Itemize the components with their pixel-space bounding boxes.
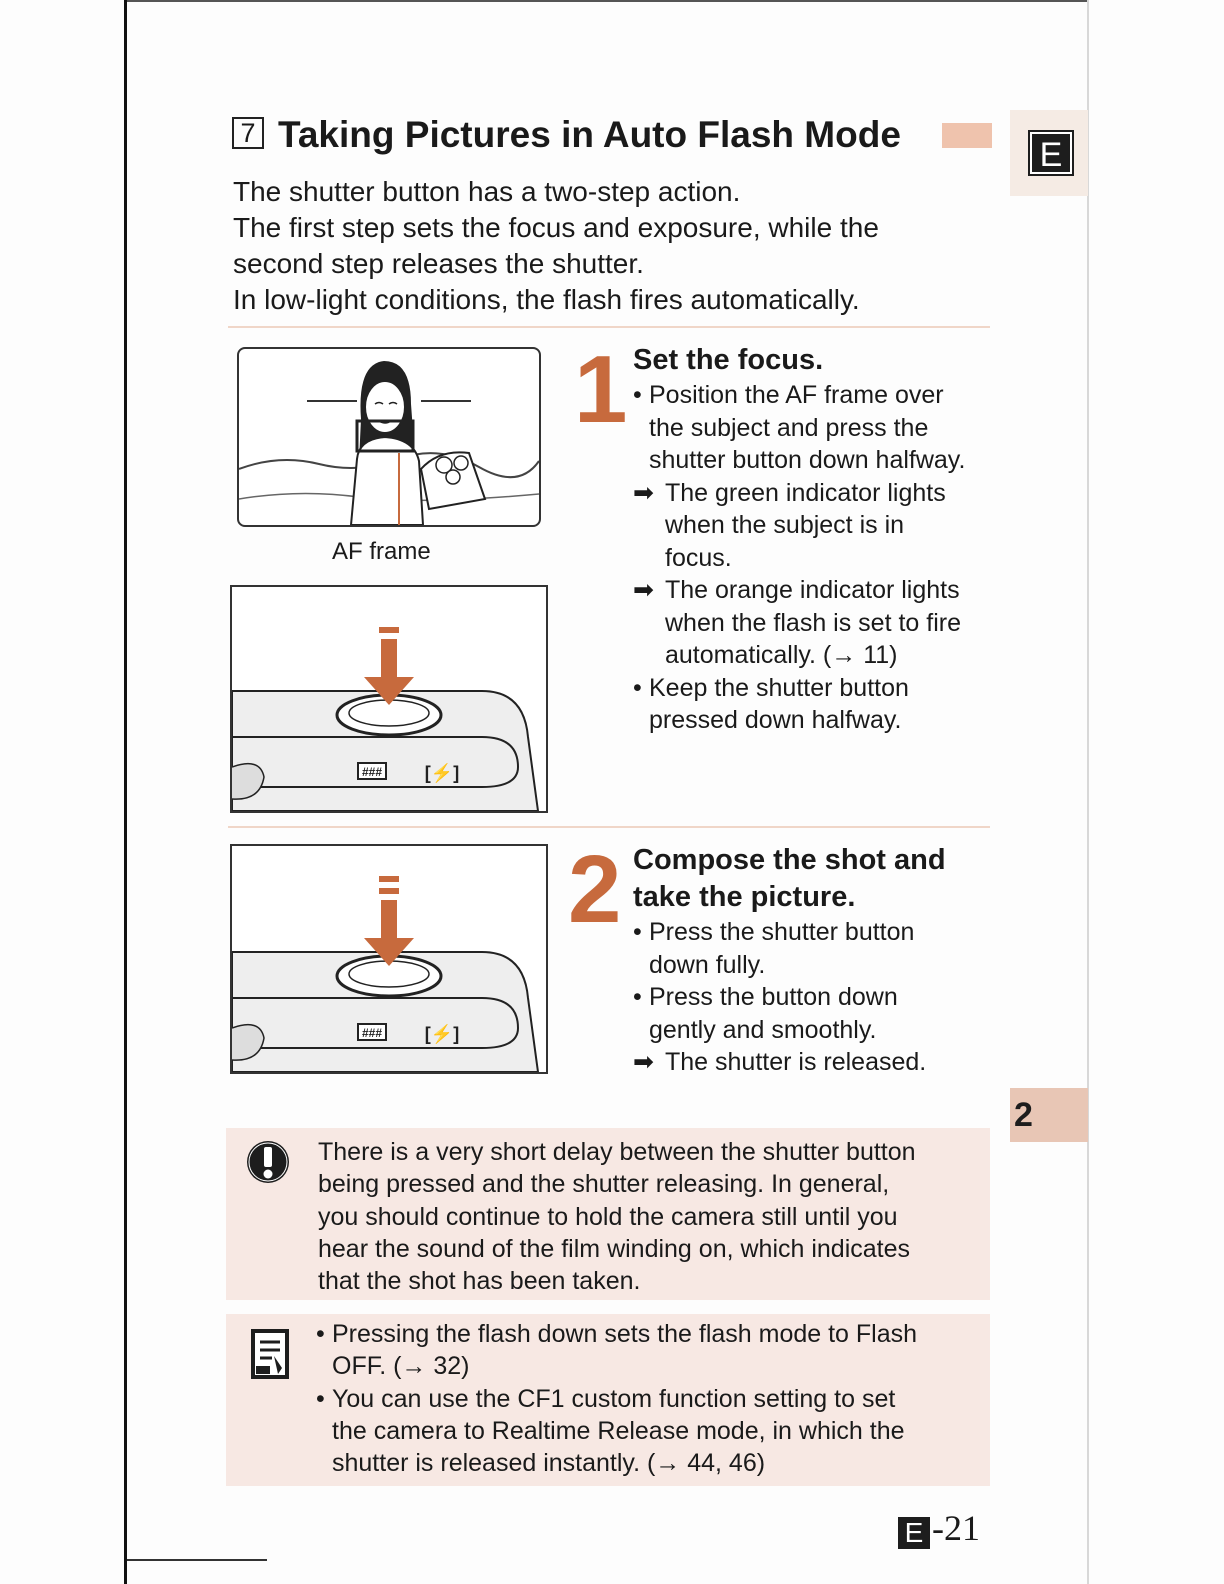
- item-line: The orange indicator lights: [665, 576, 960, 604]
- item-line: pressed down halfway.: [649, 706, 902, 734]
- item-line: The green indicator lights: [665, 478, 946, 507]
- bullet-icon: •: [316, 1384, 325, 1413]
- bullet-icon: •: [633, 918, 642, 946]
- intro-line: The first step sets the focus and exposure, while the: [233, 212, 879, 243]
- memo-item: [316, 1318, 988, 1383]
- memo-text: [316, 1318, 988, 1479]
- item-line: Press the shutter button: [649, 918, 915, 946]
- caution-note: [226, 1128, 990, 1300]
- step-item: [633, 672, 995, 737]
- item-line: The shutter is released.: [665, 1048, 927, 1076]
- item-line: automatically. (→ 11): [665, 641, 898, 669]
- caution-line: being pressed and the shutter releasing. In general,: [318, 1170, 890, 1199]
- section-divider: [228, 826, 990, 828]
- memo-note: [226, 1314, 990, 1486]
- intro-paragraph: [233, 174, 1003, 318]
- section-number: 7: [232, 117, 264, 149]
- viewfinder-drawing: [239, 349, 539, 525]
- step-item: [633, 1046, 995, 1079]
- svg-text:[⚡]: [⚡]: [424, 1024, 460, 1044]
- af-frame-caption: AF frame: [332, 538, 431, 565]
- result-arrow-icon: ➡: [633, 1048, 654, 1076]
- bullet-icon: •: [633, 673, 642, 702]
- memo-line: You can use the CF1 custom function setting to set: [332, 1384, 896, 1413]
- language-tab-label: E: [1030, 132, 1072, 174]
- intro-line: second step releases the shutter.: [233, 248, 644, 279]
- bullet-icon: •: [633, 983, 642, 1011]
- memo-icon: [250, 1328, 290, 1380]
- item-line: Press the button down: [649, 983, 898, 1011]
- result-arrow-icon: ➡: [633, 576, 654, 604]
- heading-line: take the picture.: [633, 881, 856, 913]
- page-title: Taking Pictures in Auto Flash Mode: [278, 114, 901, 155]
- chapter-tab: 2: [1010, 1088, 1088, 1142]
- svg-text:###: ###: [361, 765, 383, 779]
- camera-fully-illustration: [230, 844, 548, 1074]
- step-item: [633, 981, 995, 1046]
- step-2-items: [633, 916, 995, 1079]
- caution-text: [318, 1136, 986, 1297]
- item-line: shutter button down halfway.: [649, 446, 966, 474]
- item-line: gently and smoothly.: [649, 1015, 877, 1044]
- page-bottom-rule: [127, 1559, 267, 1561]
- item-line: Position the AF frame over: [649, 381, 944, 409]
- item-line: the subject and press the: [649, 413, 929, 442]
- section-divider: [228, 326, 990, 328]
- page-number-prefix: E: [898, 1517, 930, 1549]
- bullet-icon: •: [316, 1320, 325, 1348]
- svg-text:[⚡]: [⚡]: [424, 763, 460, 783]
- item-line: when the flash is set to fire: [665, 608, 961, 637]
- step-2-heading: [633, 842, 995, 916]
- step-item: [633, 379, 995, 477]
- memo-line: shutter is released instantly. (→ 44, 46): [332, 1449, 766, 1478]
- page-top-edge: [127, 0, 1089, 2]
- page-right-edge: [1087, 0, 1089, 1584]
- result-arrow-icon: ➡: [633, 478, 654, 507]
- memo-line: the camera to Realtime Release mode, in which the: [332, 1416, 905, 1445]
- memo-line: Pressing the flash down sets the flash mode to Flash: [332, 1320, 918, 1348]
- camera-halfway-drawing: [232, 587, 546, 811]
- heading-line: Compose the shot and: [633, 844, 946, 876]
- camera-halfway-illustration: [230, 585, 548, 813]
- step-1-items: [633, 379, 995, 737]
- caution-line: There is a very short delay between the shutter button: [318, 1138, 916, 1166]
- step-item: [633, 574, 995, 672]
- viewfinder-illustration: [237, 347, 541, 527]
- item-line: when the subject is in: [665, 511, 905, 539]
- step-1-number: 1: [574, 336, 628, 443]
- page-number-value: -21: [932, 1508, 980, 1548]
- page-left-edge: [124, 0, 127, 1584]
- caution-line: you should continue to hold the camera still until you: [318, 1202, 898, 1231]
- step-item: [633, 916, 995, 981]
- memo-line: OFF. (→ 32): [332, 1352, 470, 1381]
- svg-text:###: ###: [361, 1026, 383, 1040]
- title-accent-bar: [942, 123, 992, 148]
- camera-fully-drawing: [232, 846, 546, 1072]
- step-item: [633, 477, 995, 575]
- caution-line: that the shot has been taken.: [318, 1267, 641, 1296]
- step-2: [633, 842, 995, 1079]
- caution-icon: [244, 1138, 292, 1186]
- memo-item: [316, 1383, 988, 1480]
- item-line: down fully.: [649, 950, 766, 979]
- bullet-icon: •: [633, 381, 642, 409]
- caution-line: hear the sound of the film winding on, which indicates: [318, 1234, 911, 1263]
- section-heading: [232, 113, 1002, 159]
- item-line: focus.: [665, 543, 732, 572]
- step-1: [633, 342, 995, 737]
- item-line: Keep the shutter button: [649, 673, 909, 702]
- step-2-number: 2: [568, 836, 622, 943]
- page-number: [898, 1508, 980, 1549]
- intro-line: The shutter button has a two-step action.: [233, 176, 741, 207]
- step-1-heading: Set the focus.: [633, 344, 824, 376]
- intro-line: In low-light conditions, the flash fires automatically.: [233, 284, 860, 315]
